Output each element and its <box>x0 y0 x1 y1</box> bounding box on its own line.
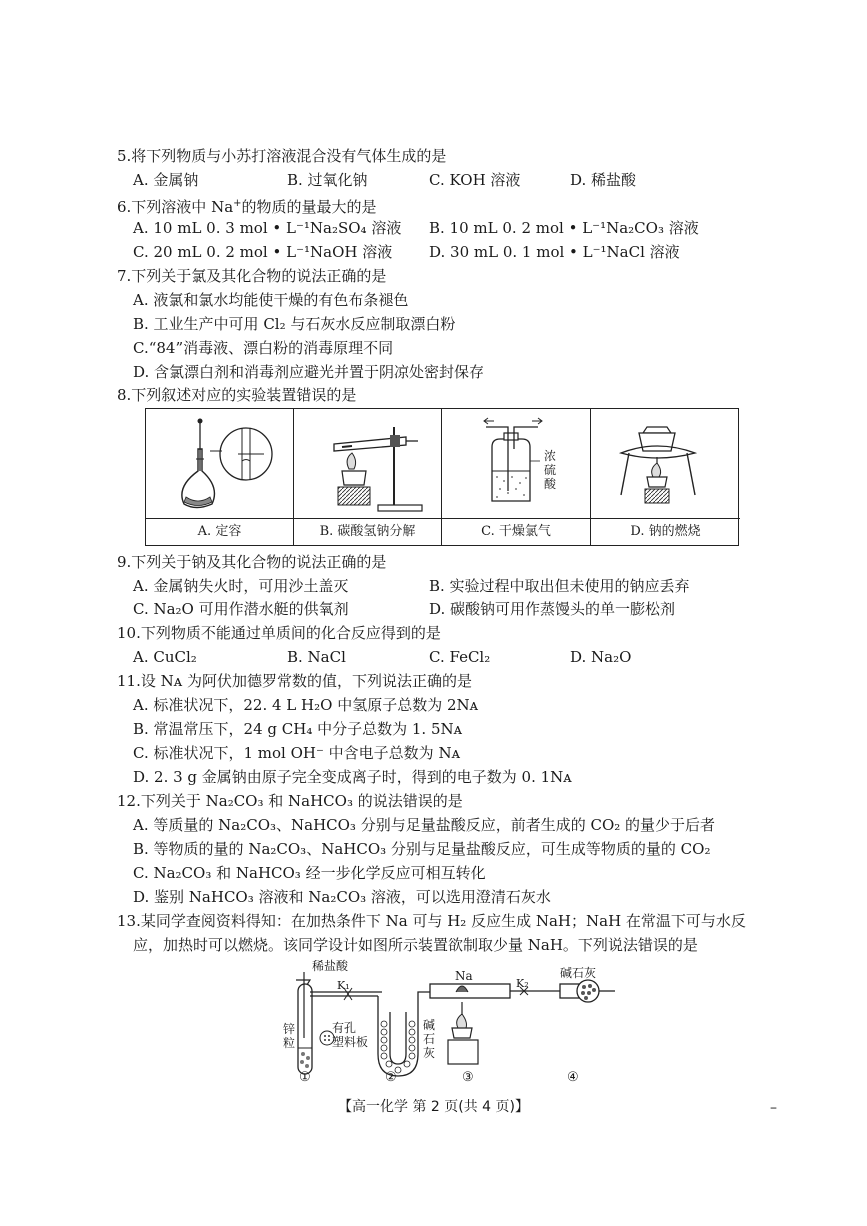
q12-option-a: A. 等质量的 Na₂CO₃、NaHCO₃ 分别与足量盐酸反应，前者生成的 CO₂ 的量少于后者 <box>133 816 716 834</box>
q5-stem: 5.将下列物质与小苏打溶液混合没有气体生成的是 <box>117 147 447 165</box>
q13-num-1: ① <box>299 1070 311 1085</box>
q8-cell-d <box>591 409 740 545</box>
crucible-tripod-icon <box>591 409 740 519</box>
q8-label-acid-2: 硫 <box>544 463 557 477</box>
q5-option-c: C. KOH 溶液 <box>429 171 521 189</box>
q13-label-k1: K₁ <box>337 979 350 992</box>
q9-option-d: D. 碳酸钠可用作蒸馒头的单一膨松剂 <box>429 600 676 618</box>
q9-option-c: C. Na₂O 可用作潜水艇的供氧剂 <box>133 600 349 618</box>
q6-stem-post: 的物质的量最大的是 <box>241 198 377 216</box>
q13-label-plate-2: 塑料板 <box>332 1035 369 1049</box>
q7-option-d: D. 含氯漂白剂和消毒剂应避光并置于阴凉处密封保存 <box>133 363 485 381</box>
q11-option-a: A. 标准状况下，22. 4 L H₂O 中氢原子总数为 2Nᴀ <box>133 696 479 714</box>
q13-label-k2: K₂ <box>516 977 529 990</box>
gas-washing-bottle-icon <box>442 409 591 519</box>
q13-label-plate <box>332 1021 368 1049</box>
q12-option-d: D. 鉴别 NaHCO₃ 溶液和 Na₂CO₃ 溶液，可以选用澄清石灰水 <box>133 888 551 906</box>
q10-option-d: D. Na₂O <box>570 648 632 666</box>
q7-option-c: C.“84”消毒液、漂白粉的消毒原理不同 <box>133 339 394 357</box>
q8-caption-b: B. 碳酸氢钠分解 <box>294 518 441 545</box>
q10-stem: 10.下列物质不能通过单质间的化合反应得到的是 <box>117 624 441 642</box>
q8-caption-d: D. 钠的燃烧 <box>591 518 740 545</box>
q11-option-d: D. 2. 3 g 金属钠由原子完全变成离子时，得到的电子数为 0. 1Nᴀ <box>133 768 572 786</box>
q11-stem: 11.设 Nᴀ 为阿伏加德罗常数的值，下列说法正确的是 <box>117 672 472 690</box>
q13-stem-line2: 应，加热时可以燃烧。该同学设计如图所示装置欲制取少量 NaH。下列说法错误的是 <box>133 936 698 954</box>
q13-label-soda-lime-2: 碱石灰 <box>560 966 597 980</box>
q6-option-b: B. 10 mL 0. 2 mol • L⁻¹Na₂CO₃ 溶液 <box>429 219 699 237</box>
q8-caption-a: A. 定容 <box>146 518 293 545</box>
q10-option-b: B. NaCl <box>287 648 346 666</box>
q13-label-zinc-1: 锌 <box>283 1022 296 1036</box>
q9-stem: 9.下列关于钠及其化合物的说法正确的是 <box>117 553 387 571</box>
q6-option-c: C. 20 mL 0. 2 mol • L⁻¹NaOH 溶液 <box>133 243 393 261</box>
q6-option-d: D. 30 mL 0. 1 mol • L⁻¹NaCl 溶液 <box>429 243 680 261</box>
q13-stem-line1: 13.某同学查阅资料得知：在加热条件下 Na 可与 H₂ 反应生成 NaH；NaH 在常温下可与水反 <box>117 912 746 930</box>
corner-mark: – <box>770 1100 777 1116</box>
q8-stem: 8.下列叙述对应的实验装置错误的是 <box>117 386 357 404</box>
q13-label-lime-1: 碱 <box>423 1018 436 1032</box>
q13-label-soda-lime <box>423 1018 435 1060</box>
q13-num-3: ③ <box>462 1070 474 1085</box>
q8-cell-b <box>294 409 442 545</box>
q10-option-a: A. CuCl₂ <box>133 648 197 666</box>
q13-label-plate-1: 有孔 <box>332 1021 357 1035</box>
q8-cell-a <box>146 409 294 545</box>
q7-option-b: B. 工业生产中可用 Cl₂ 与石灰水反应制取漂白粉 <box>133 315 456 333</box>
q13-label-lime-3: 灰 <box>423 1046 436 1060</box>
q6-stem <box>117 194 377 217</box>
q11-option-b: B. 常温常压下，24 g CH₄ 中分子总数为 1. 5Nᴀ <box>133 720 463 738</box>
q8-cell-c <box>442 409 591 545</box>
q5-option-a: A. 金属钠 <box>133 171 199 189</box>
q13-num-2: ② <box>385 1070 397 1085</box>
page-footer: 【高一化学 第 2 页(共 4 页)】 <box>338 1099 529 1115</box>
q5-option-b: B. 过氧化钠 <box>287 171 368 189</box>
q5-option-d: D. 稀盐酸 <box>570 171 637 189</box>
q13-label-hcl: 稀盐酸 <box>312 959 349 973</box>
q13-label-zinc <box>283 1022 295 1050</box>
q8-label-acid <box>544 449 558 491</box>
q13-label-na: Na <box>455 969 473 983</box>
q11-option-c: C. 标准状况下，1 mol OH⁻ 中含电子总数为 Nᴀ <box>133 744 461 762</box>
q9-option-b: B. 实验过程中取出但未使用的钠应丢弃 <box>429 577 690 595</box>
volumetric-flask-icon <box>146 409 294 519</box>
q8-caption-c: C. 干燥氯气 <box>442 518 590 545</box>
q8-label-acid-1: 浓 <box>544 449 557 463</box>
q9-option-a: A. 金属钠失火时，可用沙土盖灭 <box>133 577 349 595</box>
q6-stem-pre: 6.下列溶液中 Na <box>117 198 234 216</box>
q8-apparatus-table <box>145 408 739 546</box>
q10-option-c: C. FeCl₂ <box>429 648 491 666</box>
q12-option-b: B. 等物质的量的 Na₂CO₃、NaHCO₃ 分别与足量盐酸反应，可生成等物质的量的 CO₂ <box>133 840 711 858</box>
q6-option-a: A. 10 mL 0. 3 mol • L⁻¹Na₂SO₄ 溶液 <box>133 219 402 237</box>
q13-label-zinc-2: 粒 <box>283 1036 296 1050</box>
q13-num-4: ④ <box>567 1070 579 1085</box>
q12-stem: 12.下列关于 Na₂CO₃ 和 NaHCO₃ 的说法错误的是 <box>117 792 463 810</box>
q6-stem-sup: + <box>233 198 242 209</box>
q7-option-a: A. 液氯和氯水均能使干燥的有色布条褪色 <box>133 291 409 309</box>
q12-option-c: C. Na₂CO₃ 和 NaHCO₃ 经一步化学反应可相互转化 <box>133 864 486 882</box>
q13-label-lime-2: 石 <box>423 1032 436 1046</box>
heating-tube-stand-icon <box>294 409 442 519</box>
q7-stem: 7.下列关于氯及其化合物的说法正确的是 <box>117 267 387 285</box>
q8-label-acid-3: 酸 <box>544 477 557 491</box>
